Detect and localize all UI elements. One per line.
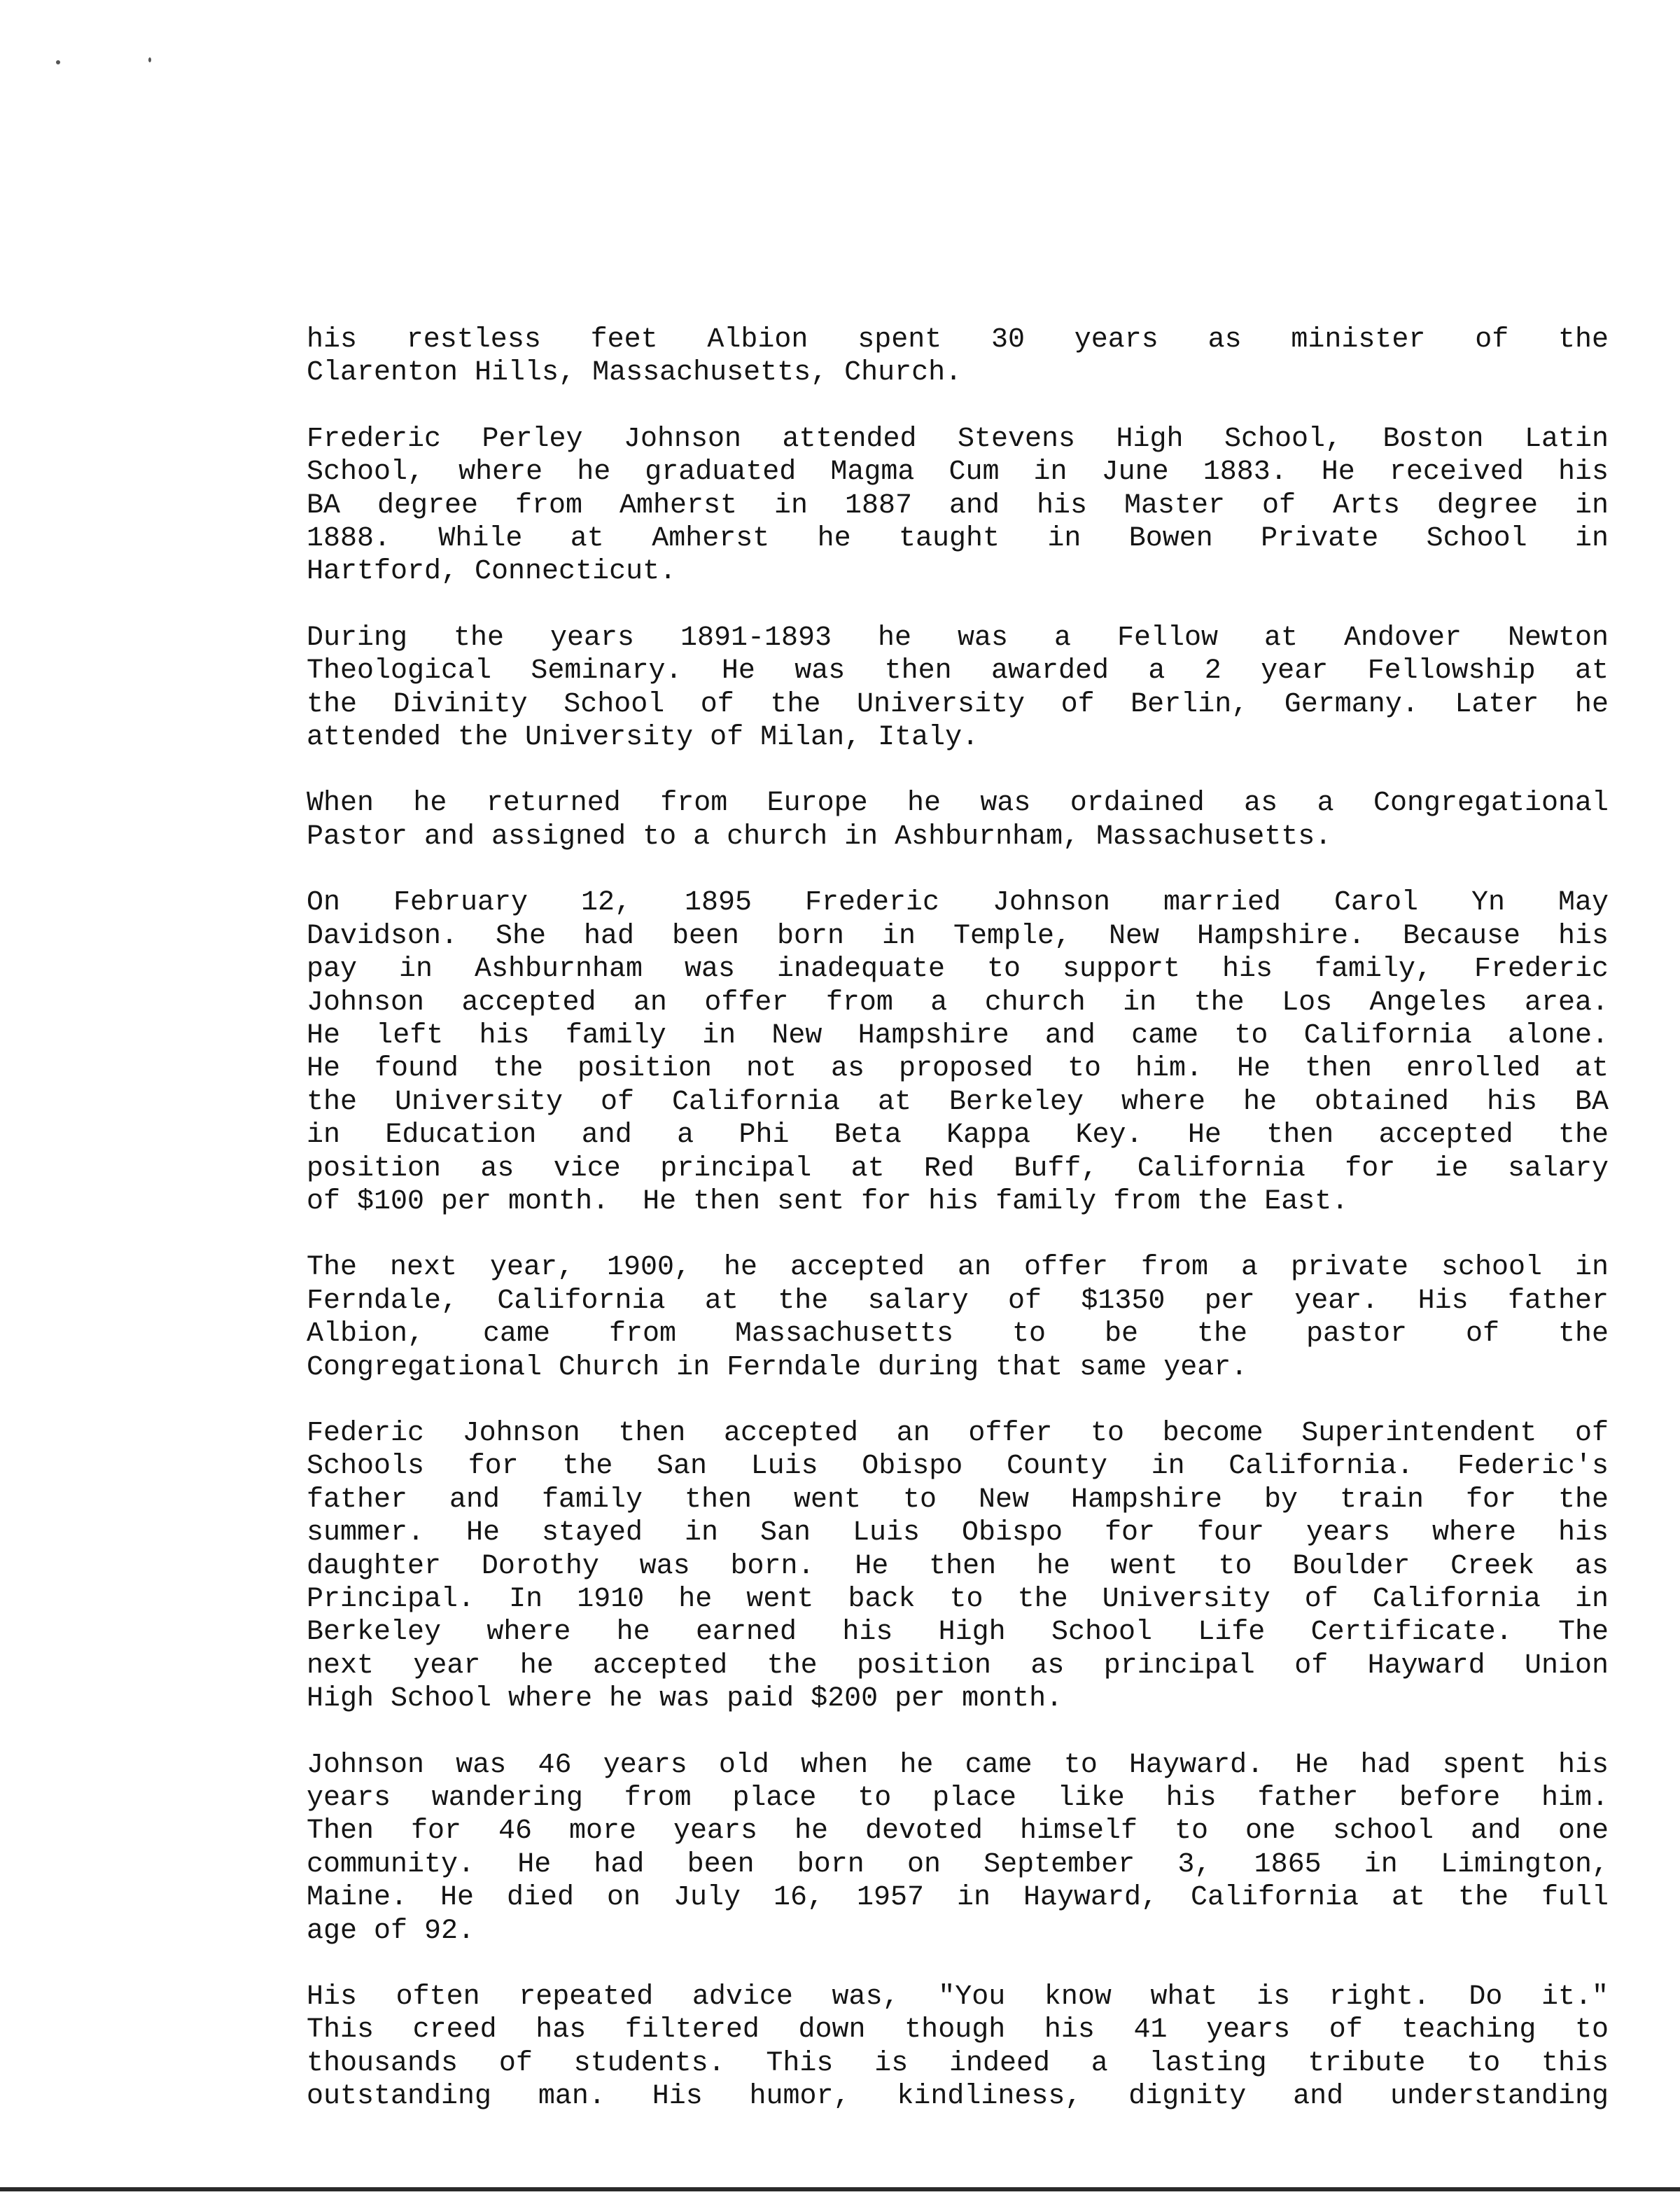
text-line: years wandering from place to place like his father before him. [307,1783,1609,1815]
paragraph [307,622,1609,755]
document-body [307,323,1609,2147]
text-line: He found the position not as proposed to him. He then enrolled at [307,1053,1609,1085]
text-line: daughter Dorothy was born. He then he went to Boulder Creek as [307,1550,1609,1582]
text-line: On February 12, 1895 Frederic Johnson married Carol Yn May [307,887,1609,919]
text-line: Theological Seminary. He was then awarded a 2 year Fellowship at [307,655,1609,688]
paragraph [307,1251,1609,1384]
text-line: Johnson was 46 years old when he came to Hayward. He had spent his [307,1749,1609,1781]
text-line: Schools for the San Luis Obispo County in California. Federic's [307,1451,1609,1483]
text-line: Davidson. She had been born in Temple, New Hampshire. Because his [307,920,1609,952]
paragraph [307,886,1609,1218]
paragraph [307,1417,1609,1716]
text-line: Maine. He died on July 16, 1957 in Hayward, California at the full [307,1882,1609,1914]
text-line: pay in Ashburnham was inadequate to support his family, Frederic [307,954,1609,986]
text-line: Ferndale, California at the salary of $1350 per year. His father [307,1285,1609,1317]
text-line: Federic Johnson then accepted an offer to become Superintendent of [307,1417,1609,1449]
scan-speck [148,57,151,62]
text-line: When he returned from Europe he was ordained as a Congregational [307,788,1609,820]
text-line: School, where he graduated Magma Cum in June 1883. He received his [307,456,1609,489]
text-line: This creed has filtered down though his 41 years of teaching to [307,2014,1609,2046]
text-line: of $100 per month. He then sent for his family from the East. [307,1185,1349,1218]
text-line: father and family then went to New Hampshire by train for the [307,1484,1609,1516]
text-line: 1888. While at Amherst he taught in Bowen Private School in [307,523,1609,555]
text-line: position as vice principal at Red Buff, California for ie salary [307,1152,1609,1185]
text-line: age of 92. [307,1915,475,1947]
paragraph [307,323,1609,390]
text-line: the Divinity School of the University of Berlin, Germany. Later he [307,688,1609,720]
text-line: Johnson accepted an offer from a church in the Los Angeles area. [307,986,1609,1019]
text-line: Principal. In 1910 he went back to the University of California in [307,1584,1609,1615]
text-line: Hartford, Connecticut. [307,556,677,588]
scan-speck [56,60,60,64]
text-line: BA degree from Amherst in 1887 and his Master of Arts degree in [307,489,1609,522]
text-line: in Education and a Phi Beta Kappa Key. He then accepted the [307,1120,1609,1152]
paragraph [307,1749,1609,1948]
text-line: his restless feet Albion spent 30 years as minister of the [307,324,1609,356]
text-line: thousands of students. This is indeed a lasting tribute to this [307,2047,1609,2079]
text-line: During the years 1891-1893 he was a Fellow at Andover Newton [307,622,1609,654]
text-line: Then for 46 more years he devoted himself to one school and one [307,1815,1609,1848]
text-line: The next year, 1900, he accepted an offer from a private school in [307,1252,1609,1284]
paragraph [307,787,1609,853]
text-line: Pastor and assigned to a church in Ashburnham, Massachusetts. [307,821,1332,853]
text-line: summer. He stayed in San Luis Obispo for four years where his [307,1517,1609,1549]
text-line: He left his family in New Hampshire and came to California alone. [307,1019,1609,1052]
text-line: the University of California at Berkeley where he obtained his BA [307,1086,1609,1118]
text-line: Berkeley where he earned his High School Life Certificate. The [307,1617,1609,1649]
text-line: attended the University of Milan, Italy. [307,722,979,754]
text-line: Clarenton Hills, Massachusetts, Church. [307,357,962,389]
text-line: Albion, came from Massachusetts to be the pastor of the [307,1318,1609,1351]
text-line: High School where he was paid $200 per month. [307,1683,1063,1715]
text-line: Frederic Perley Johnson attended Stevens High School, Boston Latin [307,423,1609,455]
text-line: community. He had been born on September 3, 1865 in Limington, [307,1848,1609,1881]
text-line: next year he accepted the position as principal of Hayward Union [307,1650,1609,1682]
text-line: outstanding man. His humor, kindliness, dignity and understanding [307,2081,1609,2113]
text-line: Congregational Church in Ferndale during that same year. [307,1351,1248,1383]
paragraph [307,423,1609,589]
text-line: His often repeated advice was, "You know what is right. Do it." [307,1981,1609,2014]
page-bottom-edge [0,2187,1680,2191]
paragraph [307,1981,1609,2114]
